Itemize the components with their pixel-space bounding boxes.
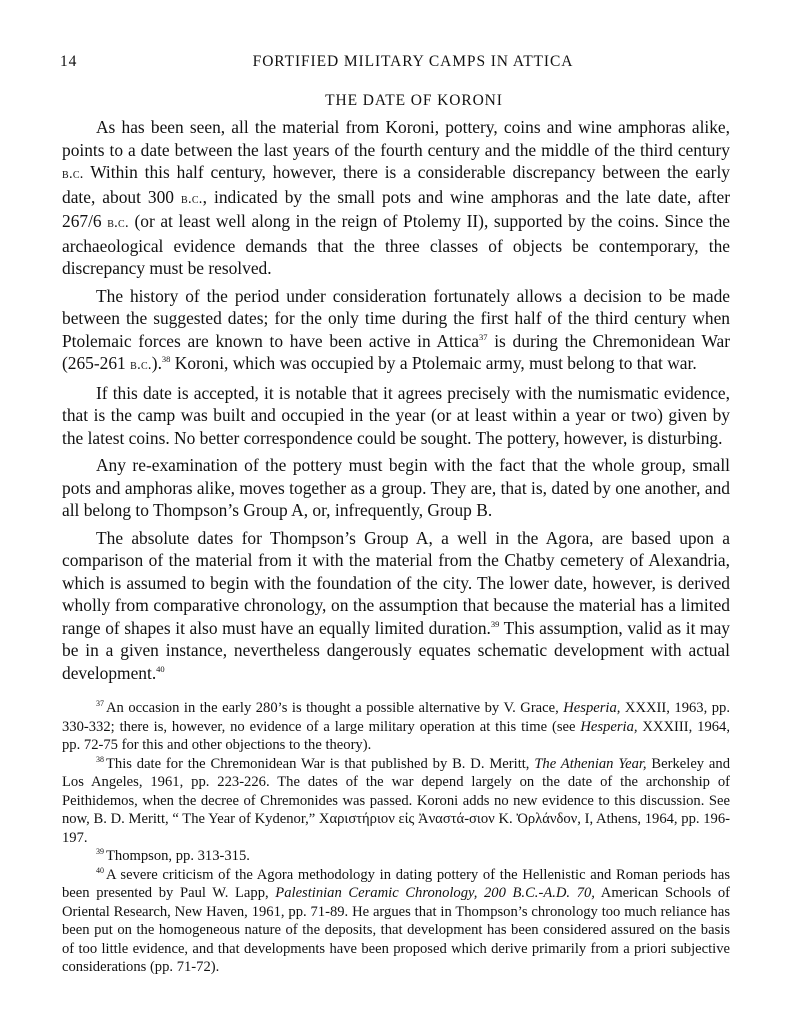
running-header bbox=[62, 48, 730, 76]
footnote-number: 40 bbox=[96, 865, 104, 875]
text-run: Berkeley and Los Angeles, 1961, pp. 223-226. The dates of the war depend largely on the date of the archonship of Peithidemos, when the decree of Chremonides was passed. Koroni adds no new evidence to this discussion. See now, B. D. Meritt, “ The Year of Kydenor,” Χαριστήριον εἰς Ἀναστά-σιον Κ. Ὀρλάνδον, I, Athens, 1964, pp. 196-197. bbox=[62, 755, 731, 846]
journal-title: Hesperia, bbox=[563, 700, 621, 716]
footnote-number: 38 bbox=[96, 754, 104, 764]
bc-abbrev: b.c. bbox=[181, 190, 203, 207]
footnote-ref-39[interactable]: 39 bbox=[490, 618, 500, 629]
text-run: ). bbox=[151, 353, 162, 373]
text-run: The history of the period under consideration fortunately allows a decision to be made between the suggested dates; for the only time during the first half of the third century when Ptolemaic forces are known to have been active in Attica bbox=[62, 285, 730, 351]
text-run: As has been seen, all the material from Koroni, pottery, coins and wine amphoras alike, points to a date between the last years of the fourth century and the middle of the third century bbox=[62, 117, 730, 160]
journal-title: Hesperia, bbox=[580, 718, 638, 735]
bc-abbrev: b.c. bbox=[62, 166, 84, 182]
paragraph-1 bbox=[62, 116, 730, 280]
text-run: This assumption, valid as it may be in a given instance, nevertheless dangerously equates schematic development with actual development. bbox=[62, 617, 730, 683]
text-run: XXXII, 1963, pp. 330-332; there is, however, no evidence of a large military operation at this time (see bbox=[62, 700, 730, 735]
footnote-39 bbox=[62, 847, 730, 866]
text-run: is during the Chremonidean War (265-261 bbox=[62, 330, 731, 373]
text-run: (or at least well along in the reign of Ptolemy II), supported by the coins. Since the archaeological evidence demands that the three classes of objects be contemporary, the discrepancy must be resolved. bbox=[62, 211, 730, 278]
text-run: A severe criticism of the Agora methodology in dating pottery of the Hellenistic and Roman periods has been presented by Paul W. Lapp, bbox=[62, 866, 730, 901]
book-title: Palestinian Ceramic Chronology, 200 B.C.-A.D. 70, bbox=[275, 885, 595, 901]
bc-abbrev: b.c. bbox=[130, 357, 152, 373]
text-run: American Schools of Oriental Research, New Haven, 1961, pp. 71-89. He argues that in Thompson’s chronology too much reliance has been put on the homogeneous nature of the deposits, that development has been considered assured on the basis of too little evidence, and that developments have been proposed which derive primarily from a priori subjective considerations (pp. 71-72). bbox=[62, 885, 730, 975]
paragraph-4: Any re-examination of the pottery must begin with the fact that the whole group, small pots and amphoras alike, moves together as a group. They are, that is, dated by one another, and all belong to Thompson’s Group A, or, infrequently, Group B. bbox=[62, 455, 730, 520]
footnotes bbox=[62, 699, 730, 977]
text-run: XXXIII, 1964, pp. 72-75 for this and other objections to the theory). bbox=[62, 718, 730, 753]
page-number: 14 bbox=[60, 53, 78, 70]
paragraph-5 bbox=[62, 527, 730, 685]
text-run: An occasion in the early 280’s is thought a possible alternative by V. Grace, bbox=[106, 700, 564, 716]
text-run: The absolute dates for Thompson’s Group A, a well in the Agora, are based upon a comparison of the material from it with the material from the Chatby cemetery of Alexandria, which is assumed to begin with the foundation of the city. The lower date, however, is derived wholly from comparative chronology, on the assumption that because the material has a limited range of shapes it also must have an equally limited duration. bbox=[62, 527, 730, 638]
text-run: Within this half century, however, there is a considerable discrepancy between the early date, about 300 bbox=[62, 162, 730, 207]
footnote-38 bbox=[62, 755, 730, 848]
text-run: This date for the Chremonidean War is that published by B. D. Meritt, bbox=[106, 755, 535, 772]
footnote-ref-38[interactable]: 38 bbox=[161, 354, 171, 364]
book-title: The Athenian Year, bbox=[534, 755, 647, 772]
text-run: Koroni, which was occupied by a Ptolemaic army, must belong to that war. bbox=[170, 353, 697, 373]
paragraph-3: If this date is accepted, it is notable that it agrees precisely with the numismatic evidence, that is the camp was built and occupied in the year (or at least within a year or two) given by the latest coins. No better correspondence could be sought. The pottery, however, is disturbing. bbox=[62, 382, 730, 448]
running-title: FORTIFIED MILITARY CAMPS IN ATTICA bbox=[252, 53, 574, 70]
footnote-37 bbox=[62, 699, 730, 755]
footnote-40 bbox=[62, 866, 730, 977]
text-run: Thompson, pp. 313-315. bbox=[106, 848, 250, 864]
footnote-ref-37[interactable]: 37 bbox=[478, 331, 488, 342]
footnote-ref-40[interactable]: 40 bbox=[156, 663, 165, 674]
bc-abbrev: b.c. bbox=[107, 215, 129, 231]
footnote-number: 37 bbox=[96, 699, 104, 708]
footnote-number: 39 bbox=[96, 847, 104, 856]
text-run: , indicated by the small pots and wine amphoras and the late date, after 267/6 bbox=[62, 186, 731, 231]
paragraph-2 bbox=[62, 285, 730, 377]
document-page bbox=[62, 48, 730, 977]
section-title: THE DATE OF KORONI bbox=[325, 92, 503, 109]
